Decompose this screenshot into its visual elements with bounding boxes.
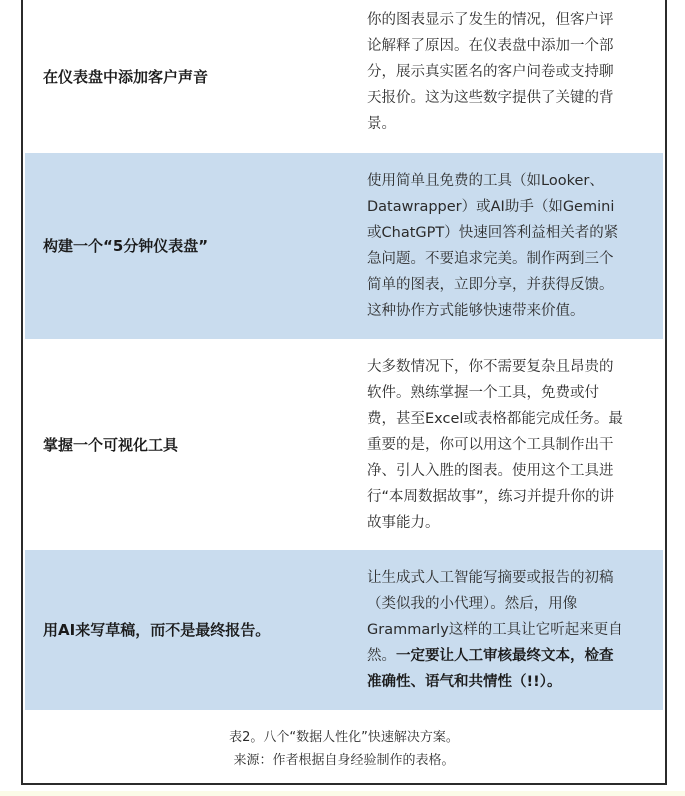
table-caption [25, 726, 663, 772]
table-frame [21, 0, 667, 785]
row-description: 让生成式人工智能写摘要或报告的初稿 （类似我的小代理）。然后，用像 Grammarly这样的工具让它听起来更自 然。一定要让人工审核最终文本，检查 准确性、语气和共情性（!!）。 [367, 570, 623, 690]
row-title: 构建一个“5分钟仪表盘” [43, 237, 209, 255]
table-row [25, 0, 663, 153]
row-description: 使用简单且免费的工具（如Looker、 Datawrapper）或AI助手（如Gemini 或ChatGPT）快速回答利益相关者的紧 急问题。不要追求完美。制作两到三个 简单的图表，立即分享，并获得反馈。 这种协作方式能够快速带来价值。 [367, 173, 619, 319]
table-row [25, 153, 663, 339]
row-description: 你的图表显示了发生的情况，但客户评 论解释了原因。在仪表盘中添加一个部 分，展示真实匿名的客户问卷或支持聊 天报价。这为这些数字提供了关键的背 景。 [367, 12, 614, 132]
row-description: 大多数情况下，你不需要复杂且昂贵的 软件。熟练掌握一个工具，免费或付 费，甚至Excel或表格都能完成任务。最 重要的是，你可以用这个工具制作出干 净、引人入胜的图表。使用这个工具进 行“本周数据故事”，练习并提升你的讲 故事能力。 [367, 359, 623, 531]
table-row [25, 550, 663, 710]
caption-source: 来源：作者根据自身经验制作的表格。 [233, 753, 455, 768]
row-title: 用AI来写草稿，而不是最终报告。 [43, 621, 271, 639]
row-title: 在仪表盘中添加客户声音 [43, 67, 209, 86]
page-bottom-strip [0, 791, 685, 796]
row-title: 掌握一个可视化工具 [43, 435, 179, 454]
caption-title: 表2。八个“数据人性化”快速解决方案。 [229, 730, 459, 745]
table-row [25, 339, 663, 550]
